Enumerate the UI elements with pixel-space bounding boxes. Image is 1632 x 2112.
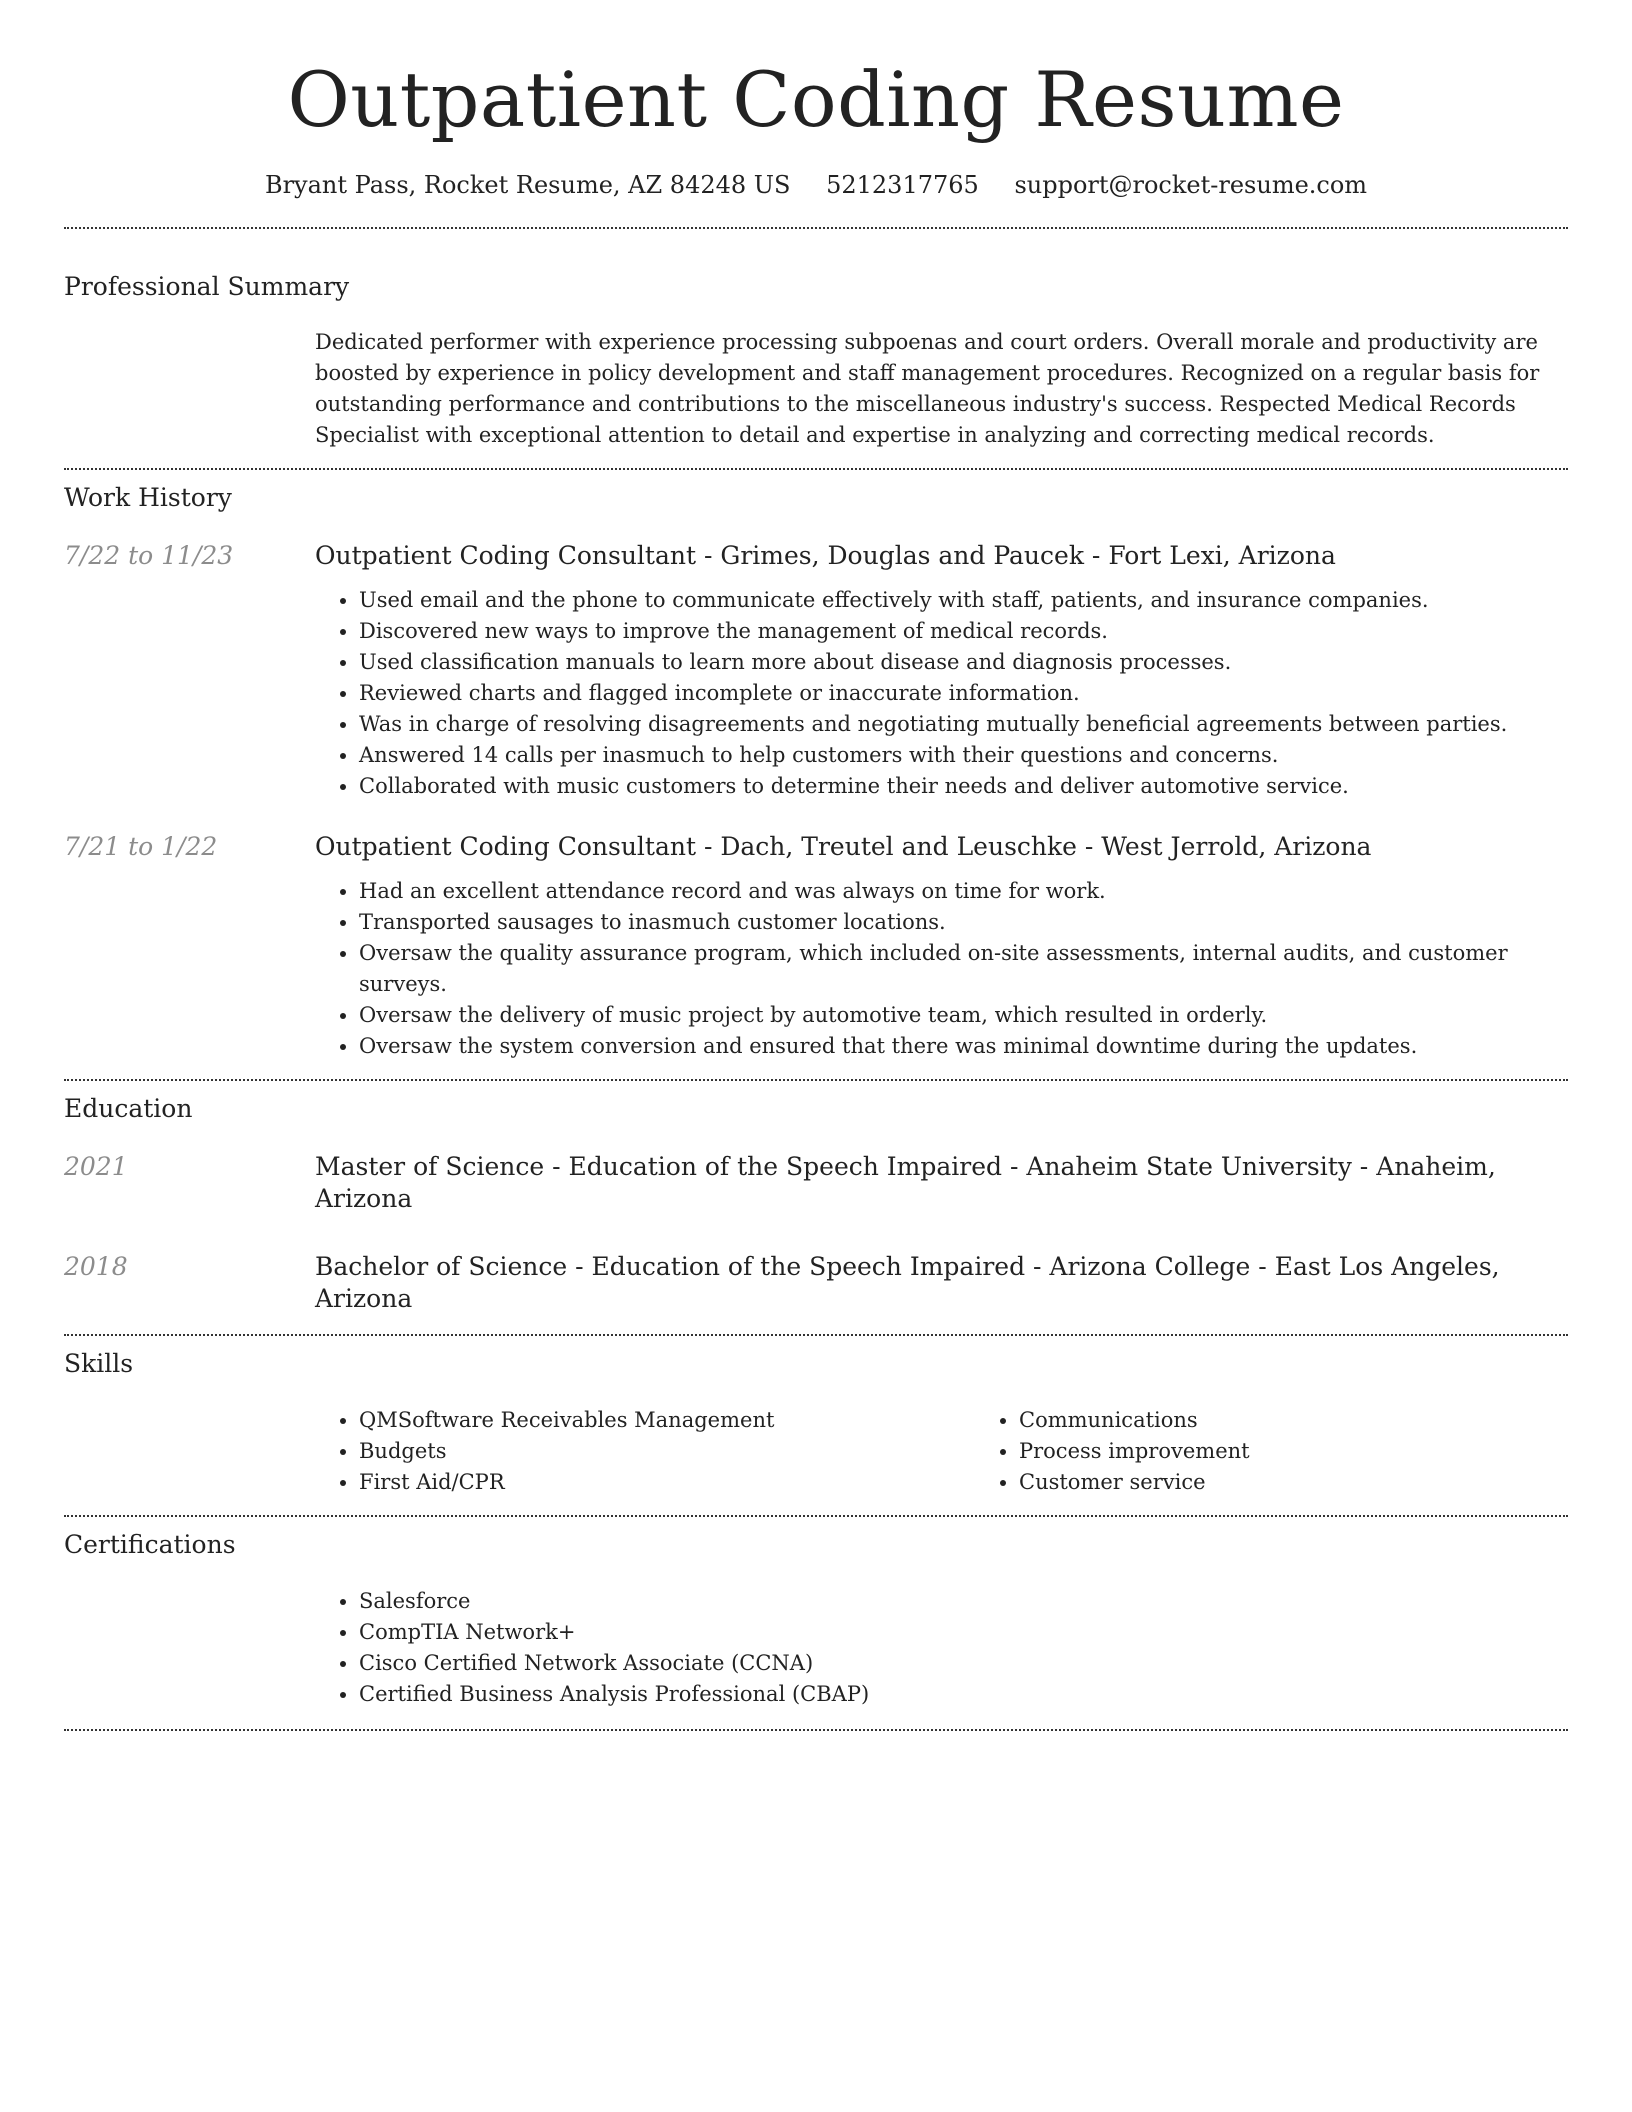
list-item: • Communications xyxy=(1019,1405,1632,1436)
list-item: • Answered 14 calls per inasmuch to help customers with their questions and concerns. xyxy=(359,740,1568,771)
education-degree: Master of Science - Education of the Speech Impaired - Anaheim State University - Anaheim, Arizona xyxy=(315,1152,1496,1213)
resume-page xyxy=(64,0,1568,1731)
list-item: • Process improvement xyxy=(1019,1436,1632,1467)
skills-heading: Skills xyxy=(64,1349,134,1378)
job-entry xyxy=(64,831,1568,1062)
contact-line xyxy=(64,168,1568,202)
list-item: • QMSoftware Receivables Management xyxy=(359,1405,975,1436)
education-section xyxy=(64,1093,1568,1315)
list-item: • Used email and the phone to communicate effectively with staff, patients, and insurance companies. xyxy=(359,585,1568,616)
list-item: • Collaborated with music customers to determine their needs and deliver automotive service. xyxy=(359,771,1568,802)
list-item: • First Aid/CPR xyxy=(359,1467,975,1498)
list-item: • Customer service xyxy=(1019,1467,1632,1498)
summary-section xyxy=(64,271,1568,451)
resume-title: Outpatient Coding Resume xyxy=(287,55,1345,144)
list-item: • Oversaw the quality assurance program, which included on-site assessments, internal audits, and customer surveys. xyxy=(359,938,1568,1000)
summary-heading: Professional Summary xyxy=(64,272,350,301)
work-heading: Work History xyxy=(64,483,232,512)
job-entry xyxy=(64,540,1568,802)
list-item: • Salesforce xyxy=(359,1586,1568,1617)
certifications-heading: Certifications xyxy=(64,1530,236,1559)
divider xyxy=(64,468,1568,470)
divider xyxy=(64,1729,1568,1731)
summary-text: Dedicated performer with experience processing subpoenas and court orders. Overall morale and productivity are boosted by experience in policy development and staff management procedures. Recognized on a regular basis for outstanding performance and contributions to the miscellaneous industry's success. Respected Medical Records Specialist with exceptional attention to detail and expertise in analyzing and correcting medical records. xyxy=(315,330,1540,447)
skills-list-right xyxy=(975,1405,1632,1498)
list-item: • Discovered new ways to improve the management of medical records. xyxy=(359,616,1568,647)
job-heading: Outpatient Coding Consultant - Grimes, Douglas and Paucek - Fort Lexi, Arizona xyxy=(315,541,1336,570)
job-heading: Outpatient Coding Consultant - Dach, Treutel and Leuschke - West Jerrold, Arizona xyxy=(315,832,1372,861)
list-item: • Was in charge of resolving disagreements and negotiating mutually beneficial agreements between parties. xyxy=(359,709,1568,740)
list-item: • Cisco Certified Network Associate (CCNA) xyxy=(359,1648,1568,1679)
contact-email: support@rocket-resume.com xyxy=(1014,171,1368,199)
list-item: • Oversaw the delivery of music project by automotive team, which resulted in orderly. xyxy=(359,1000,1568,1031)
skills-list-left xyxy=(315,1405,975,1498)
list-item: • Had an excellent attendance record and was always on time for work. xyxy=(359,876,1568,907)
job-bullets xyxy=(315,585,1568,802)
divider xyxy=(64,1515,1568,1517)
contact-address: Bryant Pass, Rocket Resume, AZ 84248 US xyxy=(264,171,791,199)
certifications-section xyxy=(64,1529,1568,1710)
list-item: • Used classification manuals to learn more about disease and diagnosis processes. xyxy=(359,647,1568,678)
skills-section xyxy=(64,1348,1568,1498)
contact-phone: 5212317765 xyxy=(826,171,979,199)
education-entry xyxy=(64,1151,1568,1215)
divider xyxy=(64,227,1568,229)
job-dates: 7/21 to 1/22 xyxy=(64,832,218,861)
list-item: • Budgets xyxy=(359,1436,975,1467)
certifications-list xyxy=(315,1586,1568,1710)
list-item: • Transported sausages to inasmuch customer locations. xyxy=(359,907,1568,938)
divider xyxy=(64,1334,1568,1336)
education-degree: Bachelor of Science - Education of the Speech Impaired - Arizona College - East Los Angeles, Arizona xyxy=(315,1252,1500,1313)
list-item: • CompTIA Network+ xyxy=(359,1617,1568,1648)
work-section xyxy=(64,482,1568,1062)
list-item: • Reviewed charts and flagged incomplete or inaccurate information. xyxy=(359,678,1568,709)
education-heading: Education xyxy=(64,1094,193,1123)
job-dates: 7/22 to 11/23 xyxy=(64,541,234,570)
list-item: • Certified Business Analysis Professional (CBAP) xyxy=(359,1679,1568,1710)
education-entry xyxy=(64,1251,1568,1315)
education-year: 2021 xyxy=(64,1152,128,1181)
education-year: 2018 xyxy=(64,1252,128,1281)
divider xyxy=(64,1079,1568,1081)
job-bullets xyxy=(315,876,1568,1062)
list-item: • Oversaw the system conversion and ensured that there was minimal downtime during the updates. xyxy=(359,1031,1568,1062)
